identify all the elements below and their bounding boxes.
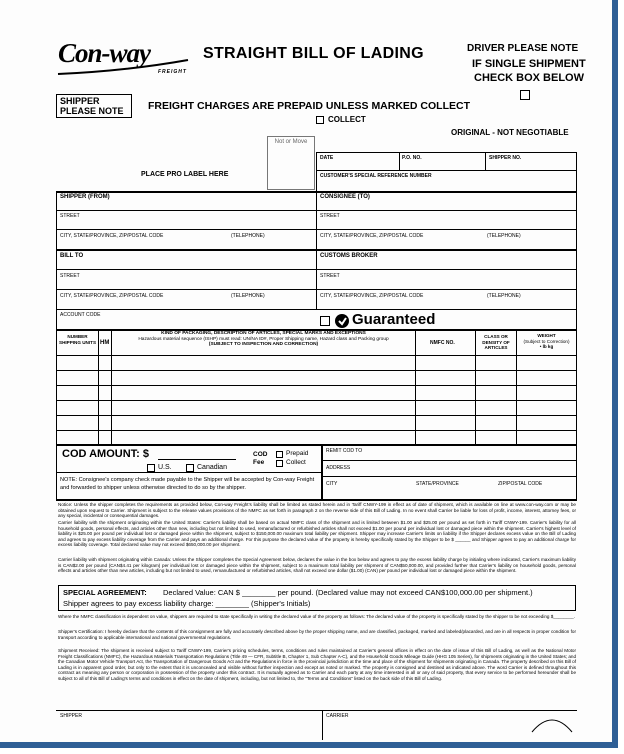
shipper-street-field[interactable]: STREET [60,213,80,219]
rule [56,400,577,401]
remit-cod-to-field[interactable]: REMIT COD TO [326,448,363,454]
rule [316,170,577,171]
conway-logo [56,38,191,78]
shipper-from-field[interactable]: SHIPPER (FROM) [60,194,110,200]
liability-notice: Notice: Unless the shipper completes the requirements as provided below, Con-way Freight's liability shall be limited as stated herein and in Tariff CNWY-199 in effect as of date of shipment, which is available on line at www.con-way.com or may be obtained upon request to Carrier. Shipment is subject to the release values provisions of the NMFC as set forth in paragraph 2 on the reverse side of this Bill of Lading. In no event shall Carrier be liable for loss of profit, income, interest, attorney fees, or any special, incidental or consequential damages. [58,502,576,519]
shipper-note-line2: PLEASE NOTE [60,106,124,116]
fee-collect-checkbox[interactable] [276,460,283,467]
rule [322,476,577,477]
consignee-telephone-field[interactable]: (TELEPHONE) [487,233,521,239]
rule [56,710,577,711]
canadian-checkbox[interactable] [186,464,194,472]
prepaid-checkbox[interactable] [276,451,283,458]
prepaid-notice: FREIGHT CHARGES ARE PREPAID UNLESS MARKED COLLECT [148,100,471,112]
pro-label-area: PLACE PRO LABEL HERE [141,171,229,178]
carrier-signature-field[interactable]: CARRIER [326,713,349,719]
special-agreement-box [58,585,576,611]
consignee-street-field[interactable]: STREET [320,213,340,219]
remit-city-field[interactable]: CITY [326,481,338,487]
shipper-certification: Shipper's Certification: I hereby declare that the contents of this consignment are fully and accurately described above by the proper shipping name, and are classified, packaged, marked and labeled/placarded, and are in all respects in proper condition for transport according to applicable international and national governmental regulations. [58,629,576,640]
shipper-agrees-text: Shipper agrees to pay excess liability charge: ________ (Shipper's Initials) [63,599,311,608]
rule [399,152,400,170]
consignee-city-field[interactable]: CITY, STATE/PROVINCE, ZIP/POSTAL CODE [320,233,424,239]
nmfc-declared-value-text: Where the NMFC classification is dependent on value, shippers are required to state specifically in writing the declared value of the property as follows: The declared value of the property is specifically stated by the shipper to be not exceeding $________. [58,614,576,619]
rule [56,499,577,501]
us-checkbox[interactable] [147,464,155,472]
document-title: STRAIGHT BILL OF LADING [203,45,424,62]
shipper-note-line1: SHIPPER [60,96,100,106]
shipper-note-box [56,94,132,118]
col-shipping-units: NUMBER SHIPPING UNITS [59,334,97,345]
rule [56,355,577,356]
broker-street-field[interactable]: STREET [320,273,340,279]
canadian-label: Canadian [197,464,227,471]
special-agreement-label: SPECIAL AGREEMENT: [63,588,147,597]
remit-zip-field[interactable]: ZIP/POSTAL CODE [498,481,543,487]
rule [56,415,577,416]
cod-fee-label: COD Fee [253,451,268,466]
declared-value-text: Declared Value: CAN $ ________ per pound. (Declared value may not exceed CAN$100,000.00 per shipment.) [163,588,533,597]
broker-city-field[interactable]: CITY, STATE/PROVINCE, ZIP/POSTAL CODE [320,293,424,299]
rule [576,152,577,192]
shipper-number-field[interactable]: SHIPPER NO. [489,155,522,161]
check-box-below-note: CHECK BOX BELOW [474,72,584,84]
rule [56,370,577,371]
col-weight-title: WEIGHT [537,333,556,338]
bill-to-field[interactable]: BILL TO [60,253,84,259]
col-nmfc: NMFC NO. [430,340,455,346]
guaranteed-logo-icon [334,313,350,329]
col-kind-description [114,331,413,348]
cod-amount-label: COD AMOUNT: $ [62,448,149,460]
rule [316,152,577,153]
rule [56,249,577,251]
account-code-field[interactable]: ACCOUNT CODE [60,312,101,318]
col-kind-subtitle: Hazardous material sequence (ISHP) must read: UN/NA ID#, Proper Shipping name, Hazard class and Packing group [138,336,389,342]
us-label: U.S. [158,464,172,471]
stamp-text: Not or Move [274,139,308,145]
rule [56,269,577,270]
billto-city-field[interactable]: CITY, STATE/PROVINCE, ZIP/POSTAL CODE [60,293,164,299]
rule [56,229,577,230]
rule [316,152,317,192]
seal-arc-icon [530,712,574,734]
rule [56,444,577,446]
rule [415,329,416,445]
rule [475,329,476,445]
rule [322,460,577,461]
cod-amount-line[interactable] [158,459,236,460]
fee-collect-label: Collect [286,459,306,466]
rule [485,152,486,170]
shipper-city-field[interactable]: CITY, STATE/PROVINCE, ZIP/POSTAL CODE [60,233,164,239]
shipment-received-text: Shipment Received: The shipment is received subject to Tariff CNWY-199, Carrier's pricing schedules, terms, conditions and rules maintained at Carrier's general offices in effect on the date of issue of this Bill of Lading, as well as the National Motor Freight Classifications (NMFC), the Hazardous Materials Transportation Regulations (Title 49 — CFR, Subtitle B, Chapter 1, Sub Chapter A-C), and the Household Goods Mileage Guide (HHG 105 Series), for shipments originating in the United States; and the Canadian Motor Vehicle Transport Act, the Transportation of Dangerous Goods Act and the Regulations in force in the provincial jurisdiction at the time and place of the shipment for shipments originating in Canada. The property described on this Bill of Lading is in apparent good order, but only to the extent that it is unconcealed and visible without further inspection and except as noted or marked. The property is consigned and destined as indicated above. The word Carrier is defined throughout this contract as meaning any person or corporation in possession of the property under this contract. It is mutually agreed as to Carrier and each party at any time interested in all or any of said property, that every service to be performed hereunder shall be subject to all of this Bill of Lading's terms and conditions in effect on the date of shipment, including, but not limited to, the "Terms and Conditions" listed on the back side of this Bill of Lading. [58,648,576,681]
billto-telephone-field[interactable]: (TELEPHONE) [231,293,265,299]
col-class: CLASS OR DENSITY OF ARTICLES [482,334,510,350]
rule [56,210,577,211]
broker-telephone-field[interactable]: (TELEPHONE) [487,293,521,299]
guaranteed-checkbox[interactable] [320,316,330,326]
collect-label: COLLECT [328,115,366,124]
shipper-signature-field[interactable]: SHIPPER [60,713,82,719]
cod-note: NOTE: Consignee's company check made payable to the Shipper will be accepted by Con-way Freight and forwarded to shipper unless otherwise directed to do so by the shipper. [60,477,315,491]
single-shipment-note: IF SINGLE SHIPMENT [472,58,586,70]
col-kind-subtitle2: (SUBJECT TO INSPECTION AND CORRECTION) [208,342,319,348]
po-number-field[interactable]: P.O. NO. [402,155,422,161]
rule [56,385,577,386]
rule [56,289,577,290]
rule [56,309,577,310]
rule [56,430,577,431]
rule [111,329,112,445]
col-weight [518,333,575,350]
rule [56,472,322,473]
driver-note: DRIVER PLEASE NOTE [467,43,579,54]
single-shipment-checkbox[interactable] [520,90,530,100]
rule [322,710,323,740]
guaranteed-label: Guaranteed [352,311,436,328]
col-weight-sub: (Subject to Correction) [523,338,570,344]
consignee-to-field[interactable]: CONSIGNEE (TO) [320,194,370,200]
col-weight-units: • lb kg [539,344,554,349]
logo-text: Con-way [58,38,151,68]
remit-state-field[interactable]: STATE/PROVINCE [416,481,459,487]
rule [576,444,577,500]
customs-broker-field[interactable]: CUSTOMS BROKER [320,253,378,259]
col-hm: HM [100,340,110,346]
rule [98,329,99,445]
rule [576,329,577,445]
date-field[interactable]: DATE [320,155,334,161]
customer-reference-field[interactable]: CUSTOMER'S SPECIAL REFERENCE NUMBER [320,173,432,179]
prepaid-label: Prepaid [286,450,309,457]
canada-liability-text: Carrier liability with shipment originating within Canada: Unless the Shipper completes the Special Agreement below, declares the value in the box below and agrees to pay the excess liability charge by initialing where indicated, Carrier's maximum liability is CAN$2.00 per pound (CAN$4.41 per kilogram) per individual lost or damaged piece within the shipment, subject to a maximum total liability per shipment of CAN$50,000.00, and provided further that Carrier's liability on household goods, personal effects and articles other than new articles, including but not limited to used, remanufactured or refurbished articles, shall not exceed one dollar ($1.00) (CAN) per pound per individual lost or damaged piece within the shipment. [58,557,576,574]
remit-address-field[interactable]: ADDRESS [326,465,351,471]
collect-checkbox[interactable] [316,116,324,124]
us-liability-text: Carrier liability with the shipment originating within the United States: Carrier's liability shall be based on actual NMFC class of the shipment and is limited between $1.00 and $25.00 per pound as set forth in Tariff CNWY-199. Carrier's liability for all household goods, personal effects, and articles other than new, including but not limited to used, remanufactured or refurbished articles shall not exceed $1.00 per pound per individual lost or damaged piece within the shipment. Carrier's highest level of liability is $25.00 per pound per individual lost or damaged piece within the shipment, subject to $150,000.00 maximum total liability per shipment. Shipper may increase Carrier's limits on liability if the Shipper declares excess value on the Bill of Lading and agrees to pay excess liability coverage from the Carrier and pays an additional charge. For this purpose the declared value of the property is hereby specifically stated by the Shipper to be $ ______ and Shipper agrees to pay an additional charge for excess liability coverage. Total declared value may not exceed $650,000.00 per shipment. [58,520,576,548]
col-kind-title: KIND OF PACKAGING, DESCRIPTION OF ARTICLES, SPECIAL MARKS AND EXCEPTIONS [161,331,366,336]
shipper-telephone-field[interactable]: (TELEPHONE) [231,233,265,239]
rule [516,329,517,445]
billto-street-field[interactable]: STREET [60,273,80,279]
rule [56,329,57,445]
stamp-box [267,136,315,190]
original-label: ORIGINAL - NOT NEGOTIABLE [451,128,569,137]
logo-subtext: FREIGHT [158,69,187,75]
